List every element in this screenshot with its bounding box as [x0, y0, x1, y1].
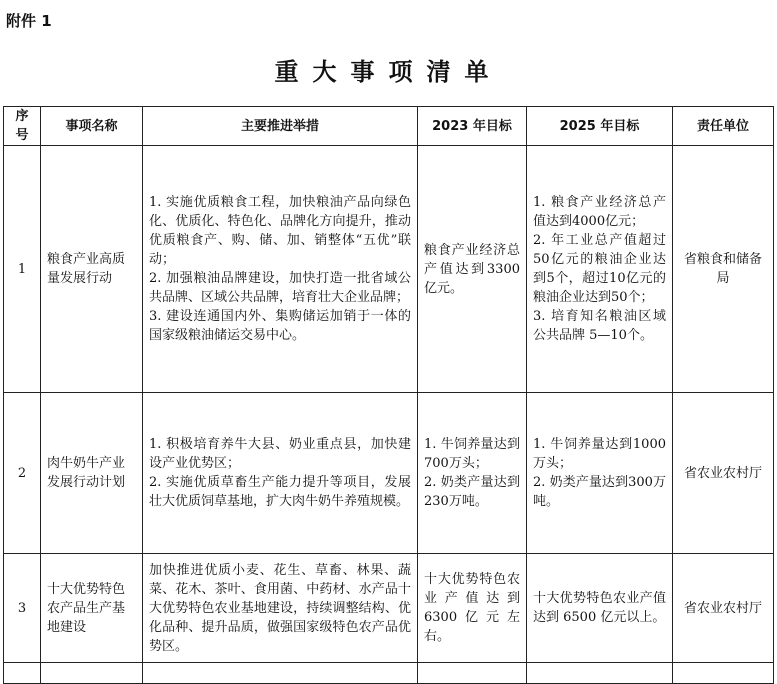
table-row-partial — [4, 663, 774, 684]
table-row — [4, 146, 774, 393]
target-item: 十大优势特色农业产值达到6300亿元左右。 — [424, 572, 520, 644]
row-no: 2 — [4, 393, 41, 554]
target-item: 2. 年工业总产值超过50亿元的粮油企业达到5个，超过10亿元的粮油企业达到50个； — [533, 233, 666, 305]
header-target-2025: 2025 年目标 — [527, 107, 673, 146]
table-row — [4, 554, 774, 663]
row-no: 3 — [4, 554, 41, 663]
target-item: 1. 粮食产业经济总产值达到4000亿元； — [533, 195, 666, 229]
row-target-2023 — [418, 554, 527, 663]
row-target-2025 — [527, 393, 673, 554]
row-measures — [143, 393, 418, 554]
target-item: 1. 牛饲养量达到700万头； — [424, 437, 520, 471]
header-name: 事项名称 — [41, 107, 143, 146]
row-target-2025 — [527, 146, 673, 393]
matters-table — [3, 106, 774, 684]
row-unit: 省粮食和储备局 — [673, 146, 774, 393]
row-unit: 省农业农村厅 — [673, 554, 774, 663]
measure-item: 1. 实施优质粮食工程，加快粮油产品向绿色化、优质化、特色化、品牌化方向提升，推动优质粮食产、购、储、加、销整体“五优”联动； — [149, 195, 411, 267]
header-unit: 责任单位 — [673, 107, 774, 146]
row-name: 粮食产业高质量发展行动 — [41, 146, 143, 393]
measure-item: 2. 加强粮油品牌建设，加快打造一批省域公共品牌、区域公共品牌，培育壮大企业品牌； — [149, 271, 411, 305]
measure-item: 1. 积极培育养牛大县、奶业重点县，加快建设产业优势区； — [149, 437, 411, 471]
table-row — [4, 393, 774, 554]
measure-item: 2. 实施优质草畜生产能力提升等项目，发展壮大优质饲草基地，扩大肉牛奶牛养殖规模。 — [149, 475, 411, 509]
header-no: 序号 — [4, 107, 41, 146]
row-target-2025 — [527, 554, 673, 663]
row-name: 肉牛奶牛产业发展行动计划 — [41, 393, 143, 554]
row-no: 1 — [4, 146, 41, 393]
row-target-2023 — [418, 393, 527, 554]
target-item: 粮食产业经济总产值达到3300亿元。 — [424, 242, 520, 296]
page-title: 重大事项清单 — [274, 58, 503, 86]
row-name: 十大优势特色农产品生产基地建设 — [41, 554, 143, 663]
row-target-2023 — [418, 146, 527, 393]
target-item: 3. 培育知名粮油区域公共品牌 5—10个。 — [533, 309, 666, 343]
target-item: 十大优势特色农业产值达到 6500 亿元以上。 — [533, 591, 666, 625]
measure-item: 加快推进优质小麦、花生、草畜、林果、蔬菜、花木、茶叶、食用菌、中药材、水产品十大优势特色农业基地建设，持续调整结构、优化品种、提升品质，做强国家级特色农产品优势区。 — [149, 562, 411, 654]
header-target-2023: 2023 年目标 — [418, 107, 527, 146]
row-unit: 省农业农村厅 — [673, 393, 774, 554]
attachment-label: 附件 1 — [6, 12, 52, 30]
table-header-row — [4, 107, 774, 146]
target-item: 1. 牛饲养量达到1000万头； — [533, 437, 666, 471]
target-item: 2. 奶类产量达到300万吨。 — [533, 475, 666, 509]
row-measures — [143, 554, 418, 663]
row-measures — [143, 146, 418, 393]
target-item: 2. 奶类产量达到230万吨。 — [424, 475, 520, 509]
header-measures: 主要推进举措 — [143, 107, 418, 146]
measure-item: 3. 建设连通国内外、集购储运加销于一体的国家级粮油储运交易中心。 — [149, 309, 411, 343]
